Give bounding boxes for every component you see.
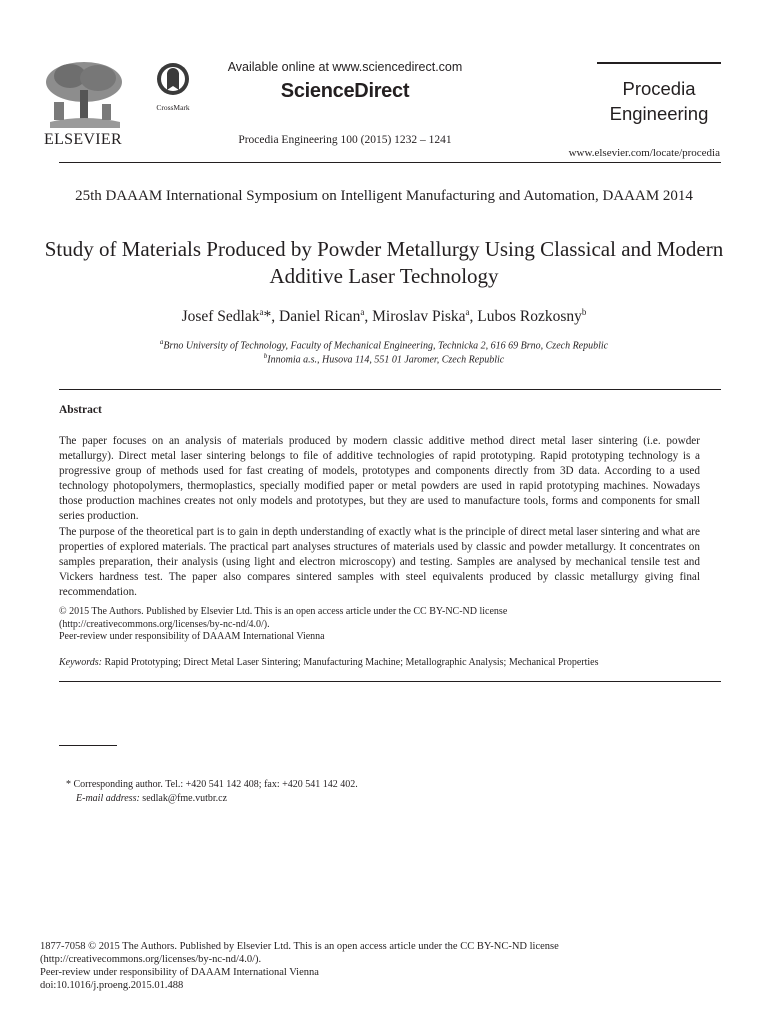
affiliation-text: Innomia a.s., Husova 114, 551 01 Jaromer, Czech Republic (267, 354, 505, 366)
author-name: Josef Sedlak (181, 308, 260, 326)
abstract-heading: Abstract (59, 404, 102, 416)
corresponding-author: * Corresponding author. Tel.: +420 541 142 408; fax: +420 541 142 402. (66, 779, 358, 790)
author-affil-mark: a (259, 307, 264, 317)
author-name: Miroslav Piska (372, 308, 466, 326)
license-link-footer[interactable]: (http://creativecommons.org/licenses/by-nc-nd/4.0/). (40, 954, 262, 965)
corresponding-footnote (66, 778, 358, 806)
affiliation-text: Brno University of Technology, Faculty of Mechanical Engineering, Technicka 2, 616 69 Brno, Czech Republic (163, 340, 609, 352)
license-link[interactable]: (http://creativecommons.org/licenses/by-nc-nd/4.0/). (59, 618, 270, 630)
affiliation (40, 338, 728, 351)
abstract-bottom-divider (59, 681, 721, 682)
copyright-footer (40, 940, 740, 992)
article-title: Study of Materials Produced by Powder Metallurgy Using Classical and Modern Additive Laser Technology (44, 237, 724, 288)
abstract-top-divider (59, 389, 721, 390)
peer-review-footer: Peer-review under responsibility of DAAAM International Vienna (40, 967, 319, 978)
keywords (59, 657, 700, 668)
issn-copyright: 1877-7058 © 2015 The Authors. Published by Elsevier Ltd. This is an open access article under the CC BY-NC-ND license (40, 941, 559, 952)
affiliation (40, 352, 728, 365)
abstract-body (59, 434, 700, 600)
sciencedirect-wordmark: ScienceDirect (280, 80, 410, 102)
abstract-paragraph: The purpose of the theoretical part is to gain in depth understanding of exactly what is the principle of direct metal laser sintering and what are properties of explored materials. The practical part analyses structures of materials used by classic and powder metallurgy. It concentrates on samples preparation, their analysis (using light and electron microscopy) and testing. Samples are analysed by mechanical tensile test and Vickers hardness test. The paper also compares sintered samples with steel equivalents produced by classic metallurgy giving final recommendation. (59, 525, 700, 598)
license-notice (59, 606, 700, 644)
peer-review-line: Peer-review under responsibility of DAAAM International Vienna (59, 631, 325, 642)
journal-title-line1: Procedia (622, 78, 696, 99)
corresponding-mark: * (263, 308, 272, 326)
footnote-rule (59, 745, 117, 746)
email-address[interactable]: sedlak@fme.vutbr.cz (142, 793, 228, 804)
journal-title-box (597, 62, 721, 134)
author-name: Lubos Rozkosny (477, 308, 582, 326)
affiliation-mark: b (263, 352, 268, 360)
elsevier-tree-icon (40, 58, 128, 130)
header-divider (59, 162, 721, 163)
doi[interactable]: doi:10.1016/j.proeng.2015.01.488 (40, 980, 184, 991)
journal-url[interactable]: www.elsevier.com/locate/procedia (568, 147, 720, 159)
journal-title-line2: Engineering (609, 103, 709, 124)
crossmark-icon (156, 62, 190, 96)
affiliation-mark: a (159, 338, 164, 346)
available-online: Available online at www.sciencedirect.com (227, 60, 463, 74)
keywords-list: Rapid Prototyping; Direct Metal Laser Sintering; Manufacturing Machine; Metallographic Analysis; Mechanical Properties (104, 657, 599, 668)
volume-info: Procedia Engineering 100 (2015) 1232 – 1241 (238, 134, 452, 146)
journal-title (597, 76, 721, 126)
email-label: E-mail address: (76, 793, 140, 804)
author-list: Josef Sedlak$^a$*, Daniel Rican$^a$, Miroslav Piska$^a$, Lubos Rozkosny$^b$ (181, 307, 587, 326)
abstract-paragraph: The paper focuses on an analysis of materials produced by modern classic additive method direct metal laser sintering (i.e. powder metallurgy). Direct metal laser sintering belongs to file of additive technologies of rapid prototyping. Rapid prototyping technology is a progressive group of methods used for fast creating of models, prototypes and components directly from 3D data. According to a used technology photopolymers, thermoplastics, specially modified paper or metal powders are used in rapid prototyping machines. Nowadays those production machines creates not only models and prototypes, but they are used to manufacture tools, forms and components for small series production. (59, 435, 700, 523)
elsevier-wordmark: ELSEVIER (44, 131, 122, 148)
author-affil-mark: b (581, 307, 587, 317)
author-name: Daniel Rican (279, 308, 361, 326)
author-affil-mark: a (360, 307, 365, 317)
crossmark-label: CrossMark (156, 103, 190, 112)
crossmark-badge[interactable] (150, 62, 196, 112)
author-affil-mark: a (465, 307, 470, 317)
conference-name: 25th DAAAM International Symposium on Intelligent Manufacturing and Automation, DAAAM 2014 (75, 188, 693, 204)
keywords-label: Keywords: (59, 657, 102, 668)
license-line: © 2015 The Authors. Published by Elsevier Ltd. This is an open access article under the CC BY-NC-ND license (59, 606, 508, 617)
